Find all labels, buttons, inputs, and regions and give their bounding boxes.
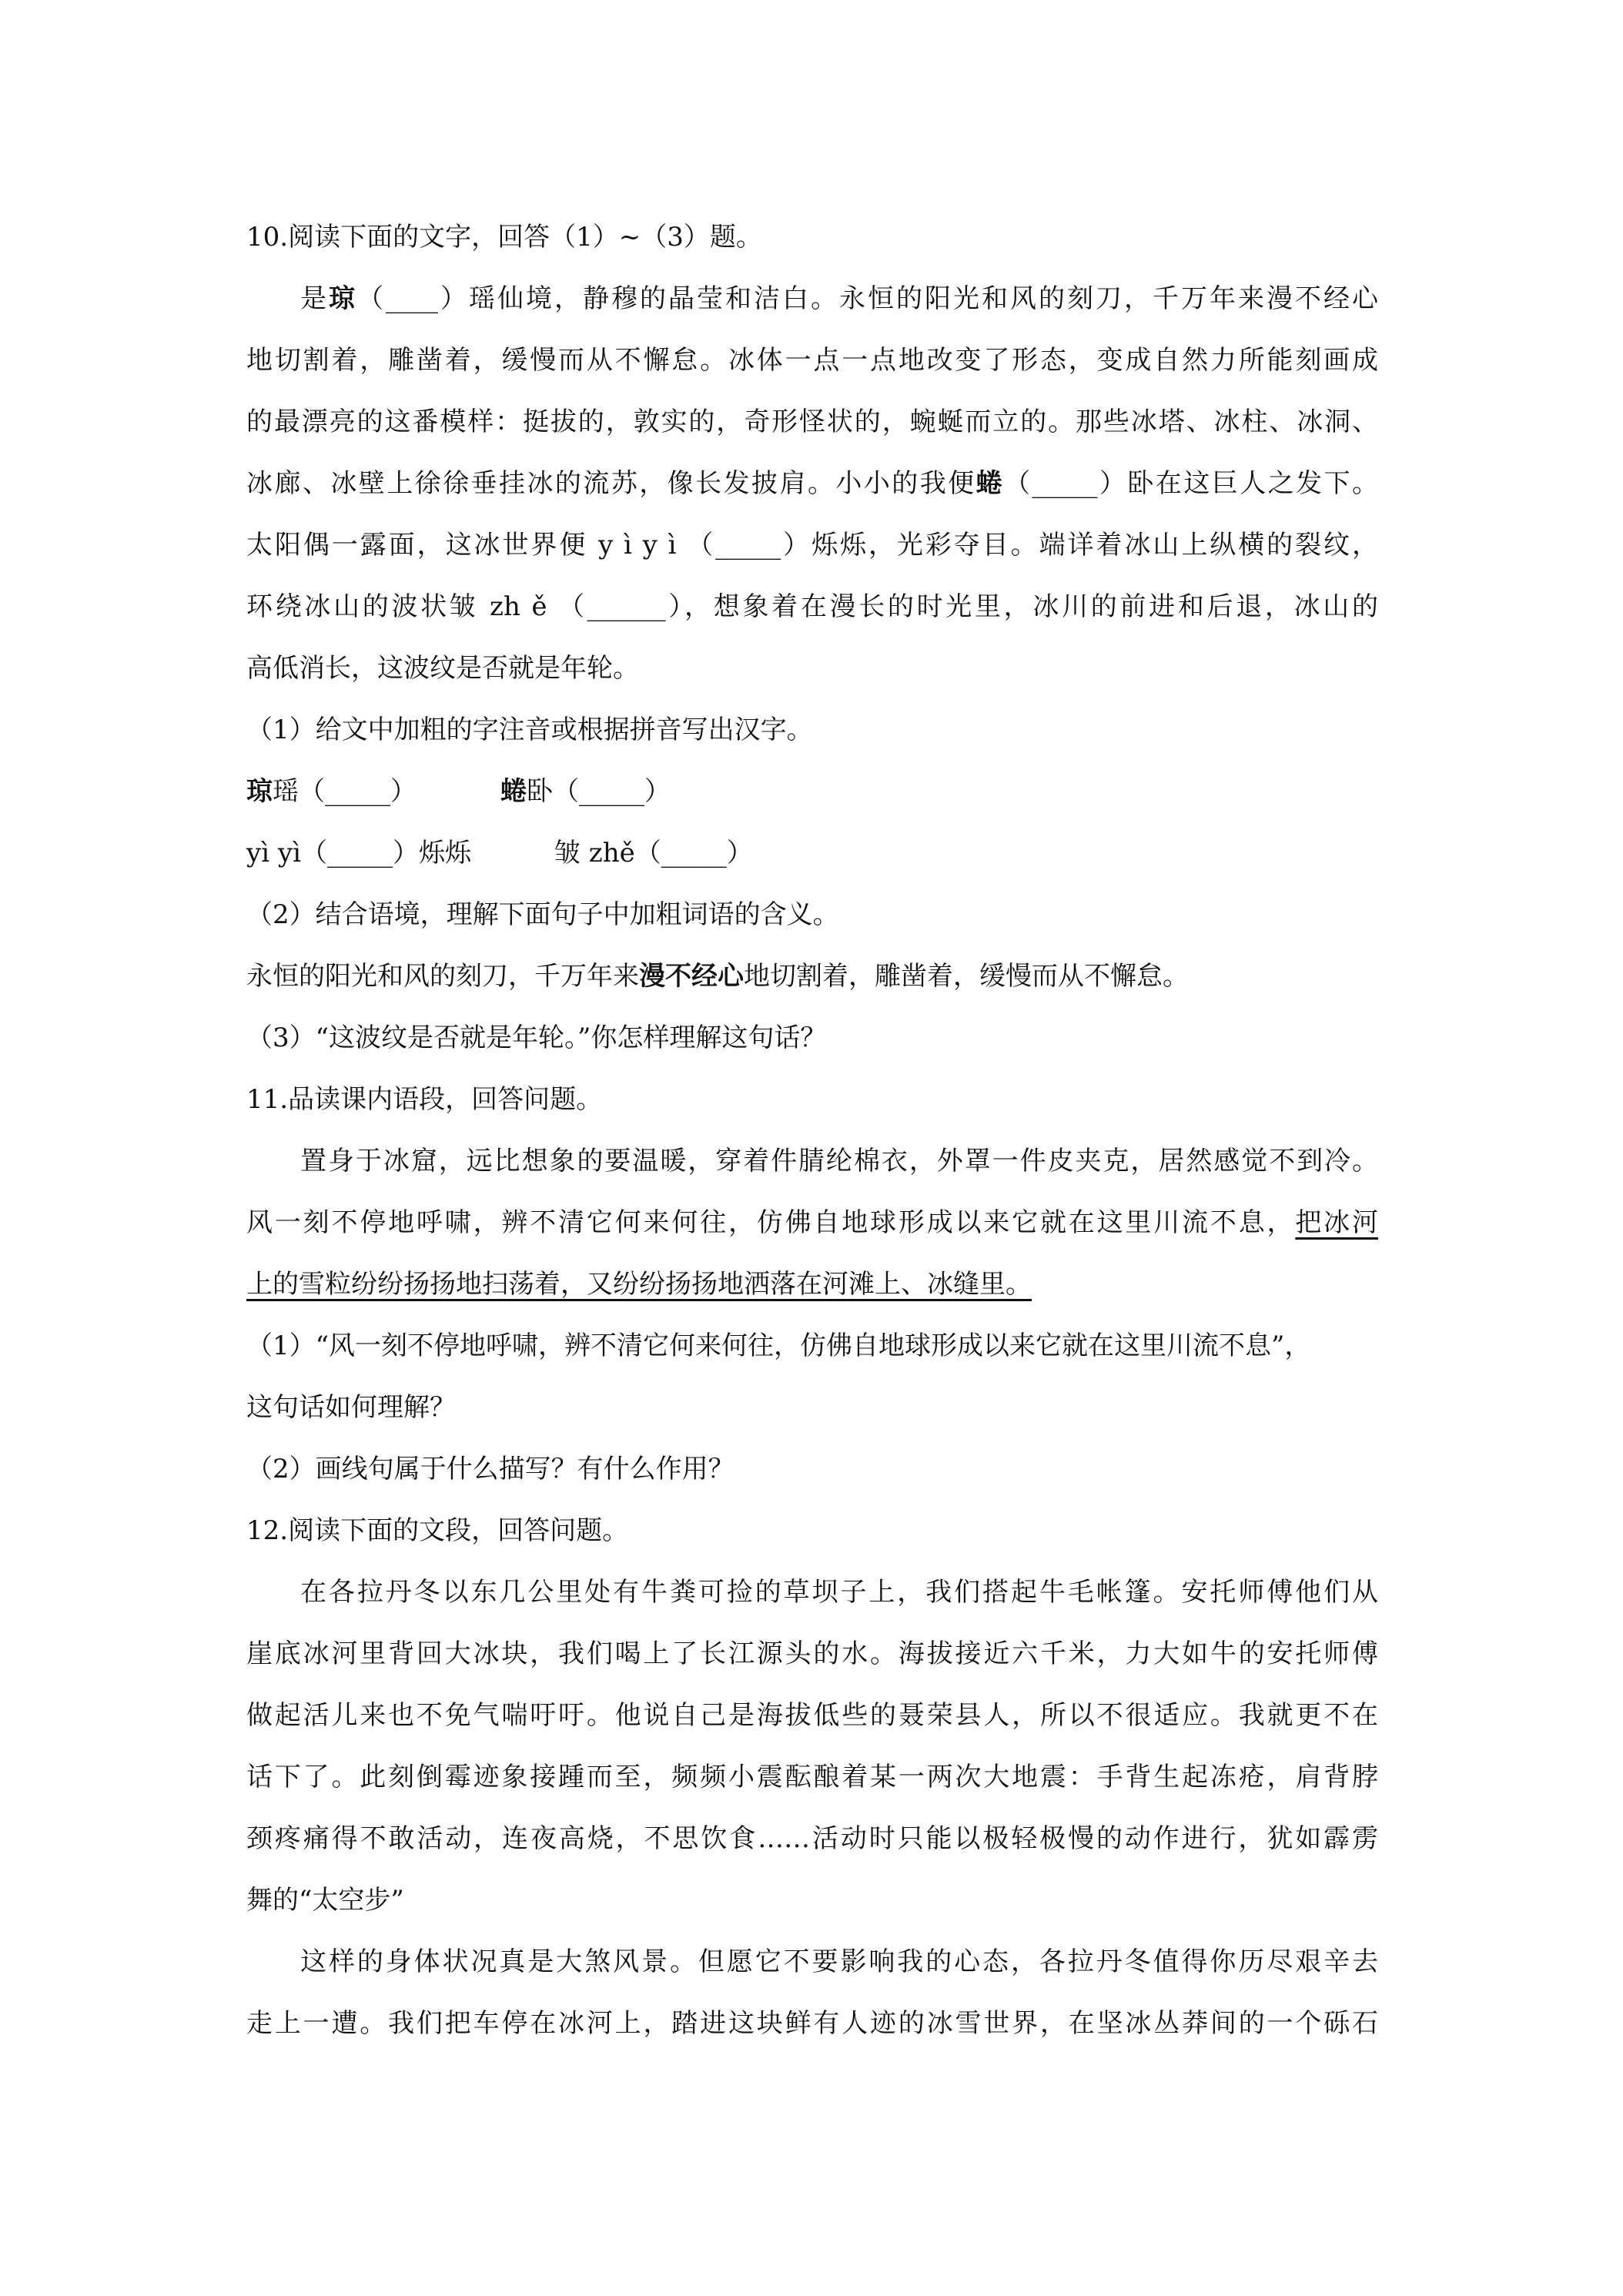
q12-para1-line-4: 话下了。此刻倒霉迹象接踵而至，频频小震酝酿着某一两次大地震：手背生起冻疮，肩背脖 [246,1762,1378,1792]
q12-para2-line-2: 走上一遭。我们把车停在冰河上，踏进这块鲜有人迹的冰雪世界，在坚冰丛莽间的一个砾石 [246,2008,1378,2039]
q12-para1-line-6: 舞的“太空步” [246,1885,404,1916]
q10-heading: 10.阅读下面的文字，回答（1）~（3）题。 [246,222,762,253]
q11-sub1-line-1: （1）“风一刻不停地呼啸，辨不清它何来何往，仿佛自地球形成以来它就在这里川流不息”， [246,1330,1311,1361]
q10-passage-line-1: 是琼（____）瑶仙境，静穆的晶莹和洁白。永恒的阳光和风的刻刀，千万年来漫不经心 [300,283,1378,314]
q12-para2-line-1: 这样的身体状况真是大煞风景。但愿它不要影响我的心态，各拉丹冬值得你历尽艰辛去 [300,1946,1378,1977]
q11-passage-line-1: 置身于冰窟，远比想象的要温暖，穿着件腈纶棉衣，外罩一件皮夹克，居然感觉不到冷。 [300,1146,1378,1176]
q12-para1-line-3: 做起活儿来也不免气喘吁吁。他说自己是海拔低些的聂荣县人，所以不很适应。我就更不在 [246,1700,1378,1731]
q10-passage-line-7: 高低消长，这波纹是否就是年轮。 [246,653,639,684]
q10-sub1: （1）给文中加粗的字注音或根据拼音写出汉字。 [246,715,813,745]
bold-phrase: 漫不经心 [639,961,744,992]
document-page [246,206,1378,2054]
q12-heading: 12.阅读下面的文段，回答问题。 [246,1515,629,1546]
underlined-text: 把冰河 [1295,1207,1379,1238]
q10-sub2: （2）结合语境，理解下面句子中加粗词语的含义。 [246,899,839,930]
q10-sub1-row2 [246,822,1378,884]
q10-sub1-item-quanwo: 蜷卧（_____） [500,776,671,807]
q10-sub2-sentence: 永恒的阳光和风的刻刀，千万年来漫不经心地切割着，雕凿着，缓慢而从不懈怠。 [246,961,1189,992]
q11-heading: 11.品读课内语段，回答问题。 [246,1084,603,1115]
q12-para1-line-5: 颈疼痛得不敢活动，连夜高烧，不思饮食……活动时只能以极轻极慢的动作进行，犹如霹雳 [246,1823,1378,1854]
q12-para1-line-1: 在各拉丹冬以东几公里处有牛粪可捡的草坝子上，我们搭起牛毛帐篷。安托师傅他们从 [300,1577,1378,1608]
q10-passage-line-2: 地切割着，雕凿着，缓慢而从不懈怠。冰体一点一点地改变了形态，变成自然力所能刻画成 [246,345,1378,376]
q11-passage-line-2: 风一刻不停地呼啸，辨不清它何来何往，仿佛自地球形成以来它就在这里川流不息，把冰河 [246,1207,1379,1238]
q10-passage-line-5: 太阳偶一露面，这冰世界便 y ì y ì （_____）烁烁，光彩夺目。端详着冰山上纵横的裂纹， [246,530,1378,561]
q11-passage-line-3 [246,1253,1378,1315]
q10-passage-line-3: 的最漂亮的这番模样：挺拔的，敦实的，奇形怪状的，蜿蜒而立的。那些冰塔、冰柱、冰洞、 [246,407,1378,437]
q10-sub1-row1 [246,761,1378,822]
q10-sub1-item-qiongyao: 琼瑶（_____） [246,776,417,807]
q10-passage-line-6: 环绕冰山的波状皱 zh ě （______），想象着在漫长的时光里，冰川的前进和后退，冰山的 [246,591,1378,622]
q11-sub1-line-2: 这句话如何理解？ [246,1392,456,1423]
q12-para1-line-2: 崖底冰河里背回大冰块，我们喝上了长江源头的水。海拔接近六千米，力大如牛的安托师傅 [246,1638,1378,1669]
underlined-text: 上的雪粒纷纷扬扬地扫荡着，又纷纷扬扬地洒落在河滩上、冰缝里。 [246,1269,1032,1300]
q11-sub2: （2）画线句属于什么描写？有什么作用？ [246,1454,735,1484]
q10-sub1-item-yiyi: yì yì（_____）烁烁 [246,838,471,869]
q10-sub3: （3）“这波纹是否就是年轮。”你怎样理解这句话？ [246,1022,827,1053]
bold-char-qiong: 琼 [329,283,357,314]
q10-passage-line-4: 冰廊、冰壁上徐徐垂挂冰的流苏，像长发披肩。小小的我便蜷（_____）卧在这巨人之发下。 [246,468,1379,499]
bold-char-quan: 蜷 [975,468,1005,499]
q10-sub1-item-zhe: 皱 zhě（_____） [554,838,753,869]
